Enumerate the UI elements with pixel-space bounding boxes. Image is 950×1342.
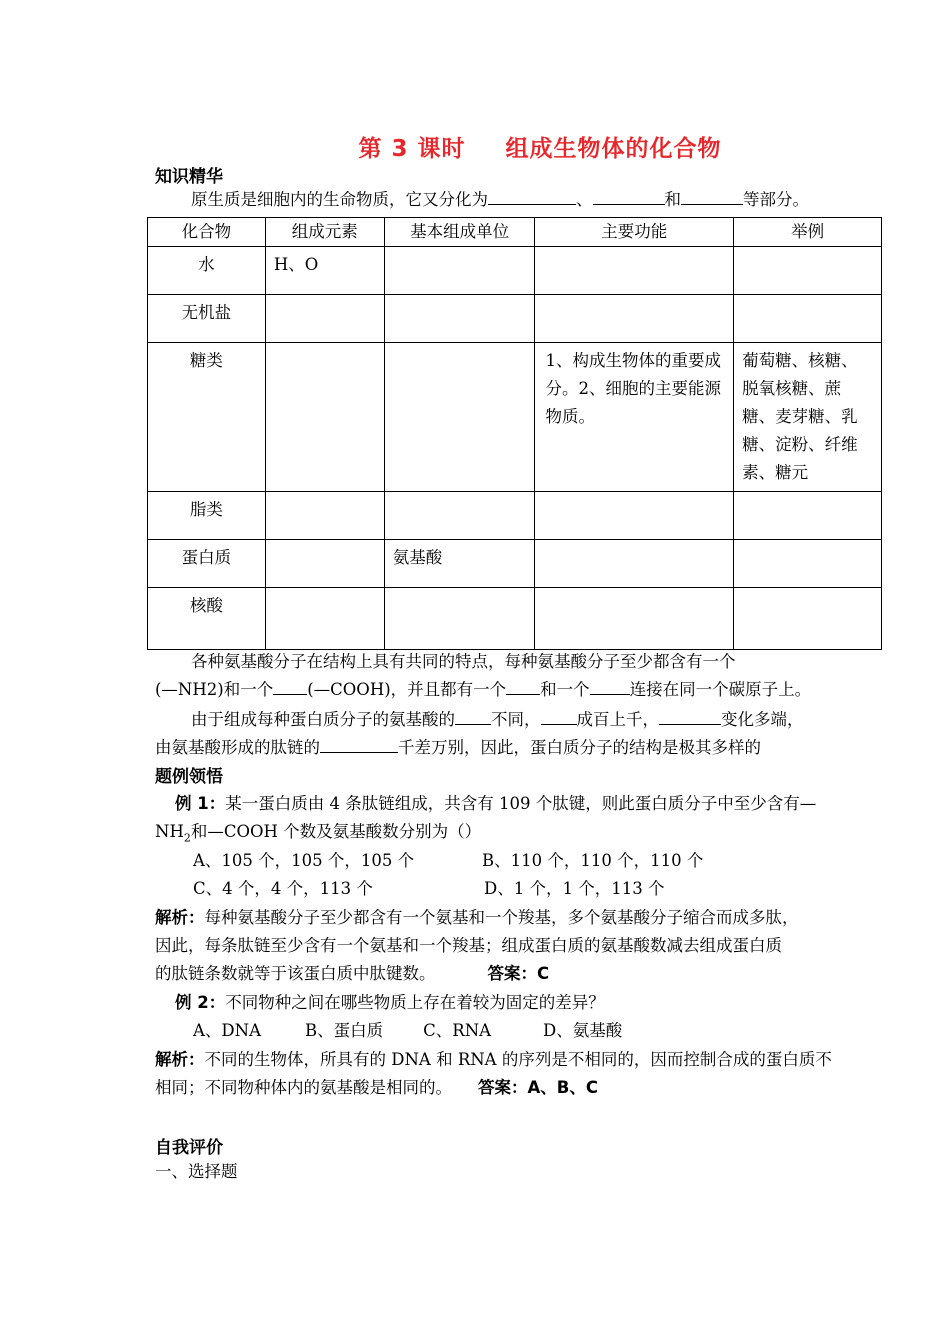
- table-cell: [535, 247, 734, 295]
- table-row: [148, 588, 882, 650]
- table-cell: [535, 540, 734, 588]
- ex2-option-c: C、RNA: [423, 1021, 492, 1040]
- table-cell: [535, 295, 734, 343]
- para-text: 连接在同一个碳原子上。: [629, 680, 812, 699]
- table-row: [148, 492, 882, 540]
- intro-text: 原生质是细胞内的生命物质，它又分化为: [191, 190, 488, 209]
- table-cell: [265, 343, 384, 492]
- table-row: [148, 247, 882, 295]
- table-cell: [384, 247, 535, 295]
- table-cell-name: 糖类: [148, 343, 266, 492]
- blank: [273, 678, 307, 695]
- ex1-question: NH: [155, 822, 184, 841]
- ex2-option-d: D、氨基酸: [543, 1021, 623, 1040]
- ex1-option-c: C、4 个，4 个，113 个: [193, 879, 373, 898]
- blank: [590, 678, 630, 695]
- answer-label: 答案：C: [487, 964, 550, 983]
- para-text: 由于组成每种蛋白质分子的氨基酸的: [191, 710, 455, 729]
- blank: [593, 188, 665, 205]
- table-cell: [384, 295, 535, 343]
- ex2-analysis-line1: [155, 1046, 885, 1074]
- heading-knowledge: 知识精华: [155, 167, 223, 187]
- table-cell: [535, 492, 734, 540]
- table-cell-name: 核酸: [148, 588, 266, 650]
- table-cell-name: 水: [148, 247, 266, 295]
- table-header: 基本组成单位: [384, 218, 535, 247]
- table-header: 组成元素: [265, 218, 384, 247]
- blank: [681, 188, 743, 205]
- blank: [488, 188, 576, 205]
- table-cell: [384, 343, 535, 492]
- ex1-question: 某一蛋白质由 4 条肽链组成，共含有 109 个肽键，则此蛋白质分子中至少含有—: [225, 794, 817, 813]
- blank: [320, 736, 398, 753]
- table-cell: H、O: [265, 247, 384, 295]
- table-cell: 葡萄糖、核糖、脱氧核糖、蔗糖、麦芽糖、乳糖、淀粉、纤维素、糖元: [734, 343, 882, 492]
- title-lesson: 第 3 课时: [358, 136, 466, 162]
- ex1-question: 和—COOH 个数及氨基酸数分别为（）: [190, 822, 482, 841]
- para-text: (—COOH)，并且都有一个: [307, 680, 507, 699]
- ex1-label: 例 1：: [175, 794, 226, 813]
- ex1-option-d: D、1 个，1 个，113 个: [484, 879, 665, 898]
- ex2-label: 例 2：: [175, 993, 226, 1012]
- para-text: 和一个: [540, 680, 590, 699]
- answer-label: 答案：A、B、C: [478, 1078, 598, 1097]
- analysis-label: 解析：: [155, 1050, 205, 1069]
- ex2-option-b: B、蛋白质: [305, 1021, 384, 1040]
- ex2-option-a: A、DNA: [193, 1021, 261, 1040]
- para2-line2: [155, 734, 885, 762]
- analysis-text: 相同；不同物种体内的氨基酸是相同的。: [155, 1078, 452, 1097]
- intro-sep: 和: [664, 190, 681, 209]
- ex2-analysis-line2: [155, 1074, 885, 1102]
- table-header: 举例: [734, 218, 882, 247]
- table-cell: [265, 492, 384, 540]
- ex2-question-text: 不同物种之间在哪些物质上存在着较为固定的差异？: [225, 993, 605, 1012]
- para-text: 成百上千，: [576, 710, 659, 729]
- table-header: 化合物: [148, 218, 266, 247]
- para-text: 不同，: [491, 710, 541, 729]
- table-cell: [734, 247, 882, 295]
- table-header: 主要功能: [535, 218, 734, 247]
- ex1-analysis-line2: 因此，每条肽链至少含有一个氨基和一个羧基；组成蛋白质的氨基酸数减去组成蛋白质: [155, 936, 782, 955]
- table-cell-name: 蛋白质: [148, 540, 266, 588]
- para2-line1: [155, 706, 921, 734]
- table-cell: 1、构成生物体的重要成分。2、细胞的主要能源物质。: [535, 343, 734, 492]
- table-row: [148, 295, 882, 343]
- heading-examples: 题例领悟: [155, 767, 223, 787]
- title-topic: 组成生物体的化合物: [505, 136, 722, 162]
- table-row: [148, 540, 882, 588]
- table-cell: [734, 588, 882, 650]
- compounds-table: [147, 217, 882, 650]
- ex1-analysis-line1: [155, 904, 885, 932]
- table-row: [148, 343, 882, 492]
- choice-heading: 一、选择题: [155, 1162, 238, 1181]
- table-cell: 氨基酸: [384, 540, 535, 588]
- table-cell: [384, 588, 535, 650]
- table-cell: [265, 540, 384, 588]
- table-cell: [734, 540, 882, 588]
- blank: [455, 708, 491, 725]
- table-cell: [734, 492, 882, 540]
- para-text: 由氨基酸形成的肽链的: [155, 738, 320, 757]
- page-title: [0, 130, 950, 163]
- table-cell: [265, 295, 384, 343]
- table-cell-name: 脂类: [148, 492, 266, 540]
- table-cell: [265, 588, 384, 650]
- heading-self-evaluation: 自我评价: [155, 1138, 223, 1158]
- para-text: (—NH2)和一个: [155, 680, 274, 699]
- ex1-question-line1: [175, 790, 905, 818]
- analysis-label: 解析：: [155, 908, 205, 927]
- blank: [659, 708, 721, 725]
- para-text: 千差万别，因此，蛋白质分子的结构是极其多样的: [398, 738, 761, 757]
- ex1-option-b: B、110 个，110 个，110 个: [482, 851, 704, 870]
- blank: [506, 678, 540, 695]
- blank: [541, 708, 577, 725]
- para-text: 变化多端，: [721, 710, 804, 729]
- analysis-text: 不同的生物体，所具有的 DNA 和 RNA 的序列是不相同的，因而控制合成的蛋白质不: [204, 1050, 832, 1069]
- analysis-text: 的肽链条数就等于该蛋白质中肽键数。: [155, 964, 436, 983]
- intro-text: 等部分。: [743, 190, 809, 209]
- table-cell-name: 无机盐: [148, 295, 266, 343]
- intro-line: [155, 186, 921, 214]
- ex1-option-a: A、105 个，105 个，105 个: [193, 851, 415, 870]
- table-cell: [384, 492, 535, 540]
- table-header-row: [148, 218, 882, 247]
- para1-line1: 各种氨基酸分子在结构上具有共同的特点，每种氨基酸分子至少都含有一个: [191, 652, 736, 671]
- ex2-options: [193, 1017, 923, 1045]
- analysis-text: 每种氨基酸分子至少都含有一个氨基和一个羧基，多个氨基酸分子缩合而成多肽，: [204, 908, 799, 927]
- para1-line2: [155, 676, 885, 704]
- ex1-subscript: 2: [183, 831, 191, 845]
- table-cell: [535, 588, 734, 650]
- ex2-question: [175, 989, 905, 1017]
- ex1-analysis-line3: [155, 960, 885, 988]
- table-cell: [734, 295, 882, 343]
- intro-sep: 、: [576, 190, 593, 209]
